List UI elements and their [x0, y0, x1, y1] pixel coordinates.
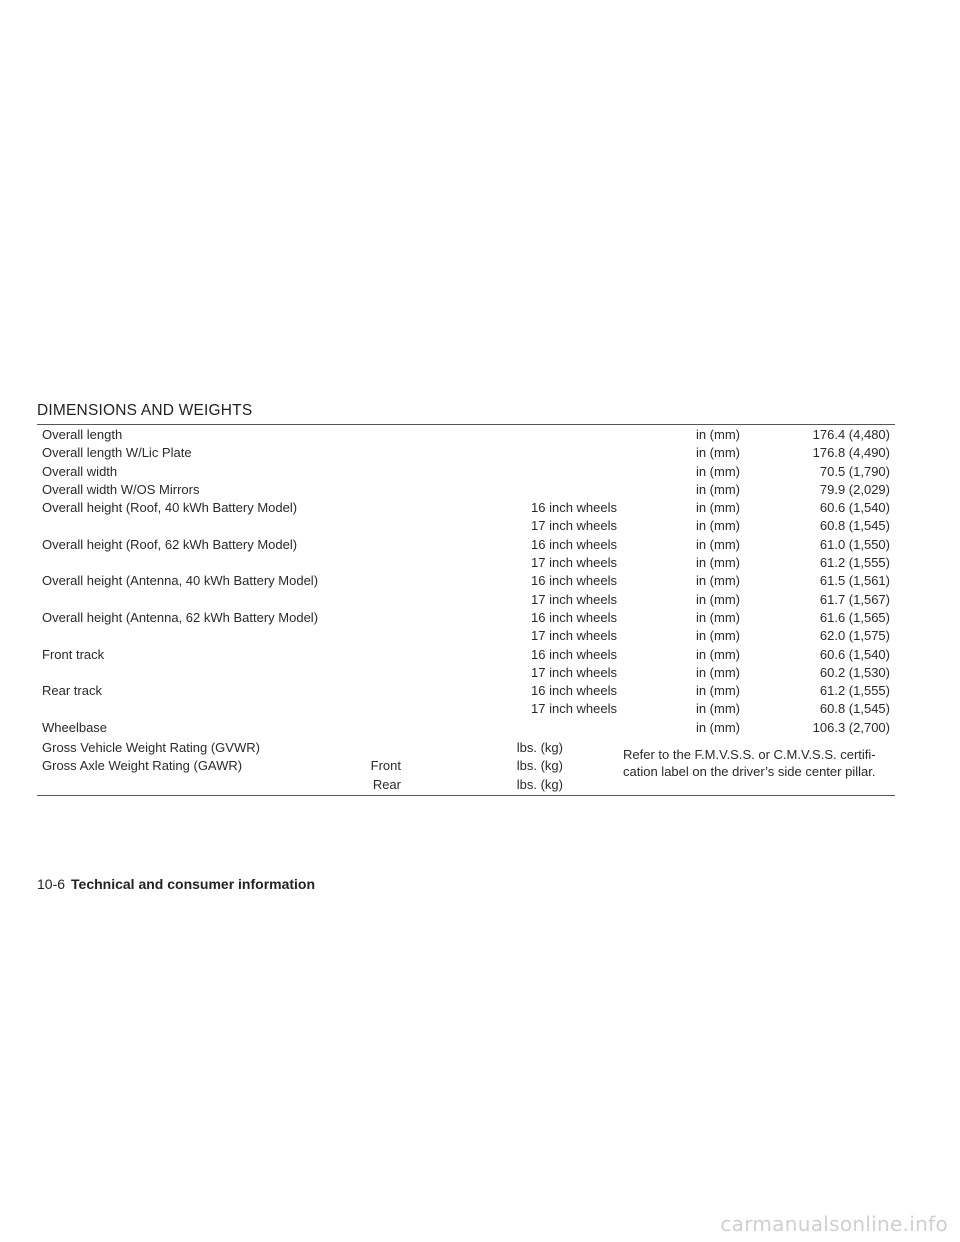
- spec-condition: 17 inch wheels: [531, 518, 617, 534]
- spec-value: 79.9 (2,029): [819, 481, 890, 497]
- spec-condition: 17 inch wheels: [531, 628, 617, 644]
- spec-value: 62.0 (1,575): [819, 628, 890, 644]
- spec-condition: 16 inch wheels: [531, 646, 617, 662]
- table-row: [42, 610, 892, 628]
- spec-label: Overall height (Roof, 62 kWh Battery Model): [42, 536, 298, 552]
- spec-unit: in (mm): [695, 664, 740, 680]
- table-row: [42, 464, 892, 482]
- weight-axle: Front: [370, 758, 401, 774]
- spec-label: Overall length: [42, 427, 123, 442]
- spec-condition: 17 inch wheels: [531, 701, 617, 717]
- spec-unit: in (mm): [695, 701, 740, 717]
- table-row: [42, 537, 892, 555]
- spec-value: 61.2 (1,555): [819, 683, 890, 699]
- spec-label: Wheelbase: [42, 719, 108, 735]
- spec-value: 61.6 (1,565): [819, 609, 890, 625]
- footer-section-title: Technical and consumer information: [71, 876, 316, 892]
- spec-condition: 16 inch wheels: [531, 500, 617, 516]
- table-row: [42, 427, 892, 445]
- table-row: [42, 500, 892, 518]
- spec-unit: in (mm): [695, 646, 740, 662]
- spec-unit: in (mm): [695, 481, 740, 497]
- spec-unit: in (mm): [695, 683, 740, 699]
- spec-value: 61.0 (1,550): [819, 536, 890, 552]
- spec-value: 61.2 (1,555): [819, 555, 890, 571]
- spec-label: Rear track: [42, 683, 102, 699]
- spec-label: Overall length W/Lic Plate: [42, 445, 192, 461]
- spec-condition: 16 inch wheels: [531, 683, 617, 699]
- spec-unit: in (mm): [695, 719, 740, 735]
- spec-condition: 17 inch wheels: [531, 664, 617, 680]
- spec-unit: in (mm): [695, 500, 740, 516]
- spec-value: 60.8 (1,545): [819, 518, 890, 534]
- table-row: [42, 445, 892, 463]
- page-footer: [37, 876, 315, 892]
- dimensions-table: [42, 427, 892, 738]
- table-row: [42, 518, 892, 536]
- spec-value: 106.3 (2,700): [812, 719, 890, 735]
- spec-unit: in (mm): [695, 628, 740, 644]
- spec-label: Overall height (Roof, 40 kWh Battery Model): [42, 500, 298, 516]
- spec-value: 176.8 (4,490): [812, 445, 890, 461]
- weight-unit: lbs. (kg): [516, 740, 563, 755]
- spec-value: 60.2 (1,530): [819, 664, 890, 680]
- weight-label: Gross Axle Weight Rating (GAWR): [42, 758, 243, 774]
- spec-value: 70.5 (1,790): [819, 463, 890, 479]
- spec-value: 60.8 (1,545): [819, 701, 890, 717]
- spec-unit: in (mm): [695, 536, 740, 552]
- spec-unit: in (mm): [695, 463, 740, 479]
- table-row: [42, 555, 892, 573]
- table-row: [42, 720, 892, 738]
- weight-unit: lbs. (kg): [516, 758, 563, 774]
- spec-unit: in (mm): [695, 518, 740, 534]
- table-bottom-rule: [37, 795, 895, 796]
- spec-unit: in (mm): [695, 427, 740, 442]
- spec-unit: in (mm): [695, 609, 740, 625]
- watermark: carmanualsonline.info: [720, 1212, 948, 1236]
- spec-condition: 16 inch wheels: [531, 573, 617, 589]
- spec-value: 60.6 (1,540): [819, 646, 890, 662]
- spec-label: Overall width: [42, 463, 118, 479]
- weights-table: [42, 740, 892, 794]
- spec-label: Overall height (Antenna, 40 kWh Battery Model): [42, 573, 319, 589]
- spec-label: Front track: [42, 646, 105, 662]
- table-row: [42, 701, 892, 719]
- table-row: [42, 482, 892, 500]
- spec-label: Overall width W/OS Mirrors: [42, 481, 200, 497]
- spec-label: Overall height (Antenna, 62 kWh Battery Model): [42, 609, 319, 625]
- table-row: [42, 647, 892, 665]
- weight-axle: Rear: [372, 776, 401, 792]
- spec-value: 61.7 (1,567): [819, 591, 890, 607]
- page-number: 10-6: [37, 876, 66, 892]
- spec-value: 176.4 (4,480): [812, 427, 890, 442]
- section-title: DIMENSIONS AND WEIGHTS: [37, 402, 253, 419]
- table-row: [42, 573, 892, 591]
- table-top-rule: [37, 424, 895, 425]
- spec-unit: in (mm): [695, 573, 740, 589]
- spec-condition: 16 inch wheels: [531, 536, 617, 552]
- spec-condition: 17 inch wheels: [531, 555, 617, 571]
- weight-label: Gross Vehicle Weight Rating (GVWR): [42, 740, 260, 755]
- spec-unit: in (mm): [695, 445, 740, 461]
- table-row: [42, 592, 892, 610]
- table-row: [42, 683, 892, 701]
- spec-condition: 16 inch wheels: [531, 609, 617, 625]
- weight-rating-note: Refer to the F.M.V.S.S. or C.M.V.S.S. certifi-cation label on the driver’s side center pillar.: [623, 747, 876, 779]
- weight-unit: lbs. (kg): [516, 776, 563, 792]
- spec-value: 60.6 (1,540): [819, 500, 890, 516]
- spec-value: 61.5 (1,561): [819, 573, 890, 589]
- spec-unit: in (mm): [695, 555, 740, 571]
- table-row: [42, 628, 892, 646]
- table-row: [42, 665, 892, 683]
- spec-unit: in (mm): [695, 591, 740, 607]
- spec-condition: 17 inch wheels: [531, 591, 617, 607]
